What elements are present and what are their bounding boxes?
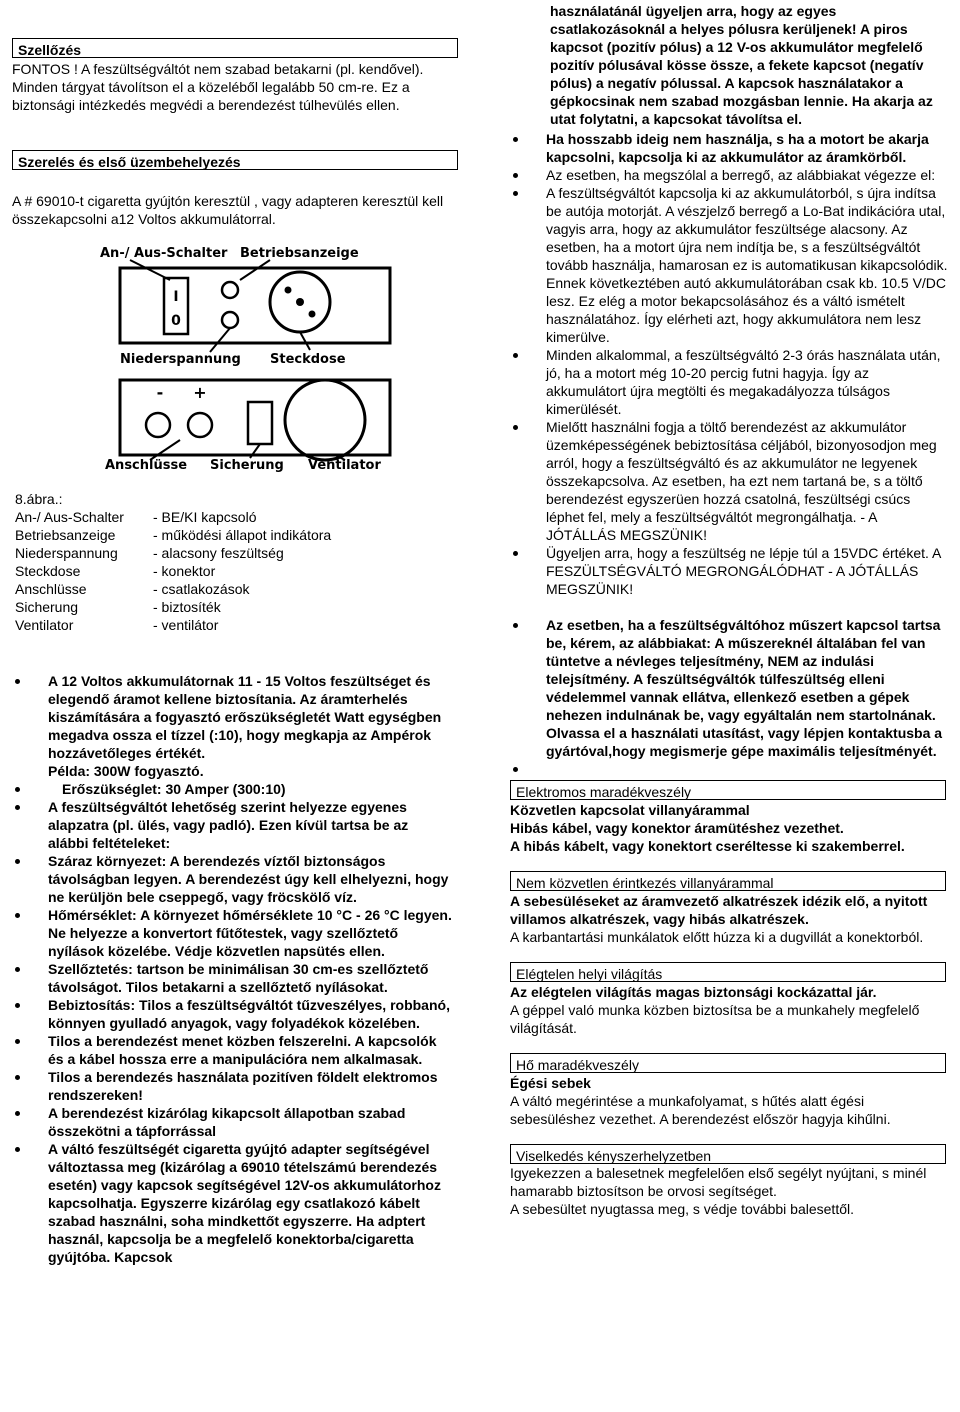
section-heading: Elektromos maradékveszély xyxy=(510,780,946,800)
bullet-item xyxy=(12,906,452,960)
definition-term: An-/ Aus-Schalter xyxy=(15,509,124,525)
definition-term: Ventilator xyxy=(15,617,74,633)
bullet-icon xyxy=(513,353,518,358)
bullet-text: Az esetben, ha a feszültségváltóhoz műszert kapcsol tartsa be, kérem, az alábbiakat: A műszereknél általában fel van tüntetve a névleges teljesítmény, NEM az indulási telejsítmény. A feszültségváltók túlfeszültség elleni védelemmel vannak ellátva, ellenkező esetben a gépek nehezen indulnának be, vagy egyáltalán nem startolnának. Olvassa el a használati utasítást, vagy lépjen kontaktusba a gyártóval,hogy megismerje gépe maximális teljesítményét. xyxy=(546,617,943,759)
bullet-text: Minden alkalommal, a feszültségváltó 2-3 órás használata után, jó, ha a motort még 10-20 percig futni hagyja. Így az akkumulátort újra megtölti és megakadályozza túlságos kimerülését. xyxy=(546,347,941,417)
section-text: A géppel való munka közben biztosítsa be a munkahely megfelelő világítását. xyxy=(510,1002,920,1036)
hazard-section xyxy=(510,1053,950,1128)
bullet-item xyxy=(12,1140,452,1266)
install-heading: Szerelés és első üzembehelyezés xyxy=(12,150,458,170)
bullet-item xyxy=(12,798,452,852)
bullet-icon xyxy=(15,787,20,792)
definition-row xyxy=(15,616,443,634)
label-indicator: Betriebsanzeige xyxy=(240,246,359,261)
definition-term: Steckdose xyxy=(15,563,81,579)
figure-legend xyxy=(3,490,443,634)
hazard-section xyxy=(510,780,950,855)
bullet-item xyxy=(510,346,950,418)
right-bullet-list xyxy=(510,130,950,778)
fuse-icon xyxy=(248,402,272,444)
section-bold-text: Az elégtelen világítás magas biztonsági kockázattal jár. xyxy=(510,984,877,1000)
bullet-icon xyxy=(15,1075,20,1080)
bullet-item xyxy=(12,780,452,798)
definition-term: Niederspannung xyxy=(15,545,118,561)
definition-row xyxy=(15,598,443,616)
hazard-section xyxy=(510,1144,950,1218)
section-bold-text: A sebesüléseket az áramvezető alkatrészek idézik elő, a nyitott villamos alkatrészek, vagy hibás alkatrészek. xyxy=(510,893,928,927)
bullet-item xyxy=(510,418,950,544)
bullet-text: Szellőztetés: tartson be minimálisan 30 cm-es szellőztető távolságot. Tilos betakarni a szellőztető nyílásokat. xyxy=(48,961,429,995)
bullet-text: Erőszükséglet: 30 Amper (300:10) xyxy=(62,781,286,797)
minus-mark: - xyxy=(156,383,164,402)
ventilation-text: FONTOS ! A feszültségváltót nem szabad betakarni (pl. kendővel). Minden tárgyat távolítson el a közeléből legalább 50 cm-re. Ez a biztonsági intézkedés megvédi a berendezést túlhevülés ellen. xyxy=(12,61,424,113)
section-bold-text: Közvetlen kapcsolat villanyárammal Hibás kábel, vagy konektor áramütéshez vezethet. A hibás kábelt, vagy konektort cseréltesse ki szakemberrel. xyxy=(510,802,905,854)
definition-row xyxy=(15,526,443,544)
bullet-icon xyxy=(513,551,518,556)
bullet-item xyxy=(510,130,950,166)
fan-icon xyxy=(285,380,365,460)
bullet-icon xyxy=(15,967,20,972)
bullet-text: Tilos a berendezés használata pozitíven földelt elektromos rendszereken! xyxy=(48,1069,438,1103)
definition-value: - csatlakozások xyxy=(153,581,250,597)
undervoltage-lamp-icon xyxy=(222,312,238,328)
bullet-icon xyxy=(513,173,518,178)
clamp-usage-text: használatánál ügyeljen arra, hogy az egyes csatlakozásoknál a helyes pólusra kerüljenek! A piros kapcsot (pozitív pólus) a 12 V-os akkumulátor megfelelő pozitív pólusával kösse össze, a fekete kapcsot (negatív pólus) a negatív pólussal. A kapcsok használatakor a gépkocsinak nem szabad mozgásban lennie. Ha akarja az utat folytatni, a kapcsokat távolítsa el. xyxy=(550,3,933,127)
bullet-item xyxy=(12,852,452,906)
definition-value: - alacsony feszültség xyxy=(153,545,284,561)
front-panel xyxy=(120,268,390,343)
bullet-text: Ha hosszabb ideig nem használja, s ha a motort be akarja kapcsolni, kapcsolja ki az akkumulátor az áramkörből. xyxy=(546,131,929,165)
bullet-text: A feszültségváltót lehetőség szerint helyezze egyenes alapzatra (pl. ülés, vagy padló). Ezen kívül tartsa be az alábbi feltételeket: xyxy=(48,799,409,851)
minus-terminal-icon xyxy=(146,413,170,437)
section-text: A váltó megérintése a munkafolyamat, s hűtés alatt égési sebesüléshez vezethet. A berendezést először hagyja kihűlni. xyxy=(510,1093,891,1127)
bullet-icon xyxy=(15,1003,20,1008)
definition-row xyxy=(15,508,443,526)
label-socket: Steckdose xyxy=(270,352,346,367)
bullet-text: A váltó feszültségét cigaretta gyújtó adapter segítségével változtassa meg (kizárólag a 69010 tételszámú berendezés esetén) vagy kapcsok segítségével 12V-os akkumulátorhoz kapcsolhatja. Egyszerre kizárólag egy csatlakozó kábelt szabad használni, soha mindkettőt egyszerre. Ha adptert használ, kapcsolja be a megfelelő konektorba/cigaretta gyújtóba. Kapcsok xyxy=(48,1141,441,1265)
bullet-item xyxy=(510,184,950,346)
label-fan: Ventilator xyxy=(308,458,381,473)
section-text: A karbantartási munkálatok előtt húzza ki a dugvillát a konektorból. xyxy=(510,929,924,945)
definition-value: - BE/KI kapcsoló xyxy=(153,509,257,525)
definition-row xyxy=(15,580,443,598)
bullet-text: Hőmérséklet: A környezet hőmérséklete 10 °C - 26 °C legyen. Ne helyezze a konvertort fűtőtestek, vagy szellőztető nyílások közelébe. Védje közvetlen napsütés ellen. xyxy=(48,907,452,959)
bullet-icon xyxy=(513,767,518,772)
right-column xyxy=(510,2,950,1218)
plus-mark: + xyxy=(193,383,207,402)
figure-caption: 8.ábra.: xyxy=(15,491,63,507)
bullet-item xyxy=(12,960,452,996)
figure-definitions xyxy=(15,508,443,634)
bullet-item xyxy=(12,672,452,780)
label-switch: An-/ Aus-Schalter xyxy=(100,246,228,261)
definition-value: - működési állapot indikátora xyxy=(153,527,332,543)
left-bullet-list xyxy=(12,672,452,1266)
definition-value: - ventilátor xyxy=(153,617,219,633)
bullet-icon xyxy=(513,137,518,142)
bullet-item xyxy=(12,996,452,1032)
section-heading: Hő maradékveszély xyxy=(510,1053,946,1073)
bullet-text: Az esetben, ha megszólal a berregő, az alábbiakat végezze el: xyxy=(546,167,936,183)
hazard-sections xyxy=(510,780,950,1218)
definition-term: Anschlüsse xyxy=(15,581,87,597)
bullet-text: A berendezést kizárólag kikapcsolt állapotban szabad összekötni a tápforrással xyxy=(48,1105,406,1139)
definition-row xyxy=(15,562,443,580)
section-heading: Viselkedés kényszerhelyzetben xyxy=(510,1144,946,1164)
inverter-panel-diagram xyxy=(100,240,400,478)
label-fuse: Sicherung xyxy=(210,458,284,473)
bullet-text: Bebiztosítás: Tilos a feszültségváltót tűzveszélyes, robbanó, könnyen gyulladó anyagok, vagy folyadékok közelében. xyxy=(48,997,450,1031)
install-text: A # 69010-t cigaretta gyújtón keresztül , vagy adapteren keresztül kell összekapcsolni a12 Voltos akkumulátorral. xyxy=(12,193,444,227)
section-heading: Nem közvetlen érintkezés villanyárammal xyxy=(510,871,946,891)
section-text: Igyekezzen a balesetnek megfelelően első segélyt nyújtani, s minél hamarabb biztosítson be orvosi segítséget. A sebesültet nyugtassa meg, s védje további balesettől. xyxy=(510,1165,927,1217)
ventilation-heading: Szellőzés xyxy=(12,38,458,58)
bullet-icon xyxy=(15,1111,20,1116)
bullet-icon xyxy=(15,913,20,918)
bullet-icon xyxy=(15,679,20,684)
bullet-text: Tilos a berendezést menet közben felszerelni. A kapcsolók és a kábel hossza erre a manipulációra nem alkalmasak. xyxy=(48,1033,437,1067)
bullet-item xyxy=(510,544,950,598)
bullet-icon xyxy=(15,859,20,864)
bullet-item xyxy=(12,1104,452,1140)
definition-term: Betriebsanzeige xyxy=(15,527,116,543)
definition-row xyxy=(15,544,443,562)
bullet-icon xyxy=(15,1147,20,1152)
hazard-section xyxy=(510,962,950,1037)
bullet-text: A feszültségváltót kapcsolja ki az akkumulátorból, s újra indítsa be autója motorját. A vészjelző berregő a Lo-Bat indikációra utal, vagyis arra, hogy az akkumulátor feszültsége alacsony. Az esetben, ha a motort újra nem indítja be, s a feszültségváltót tovább használja, hamarosan ez is automatikusan kikapcsolódik. Ennek következtében autó akkumulátorában csak kb. 10.5 V/DC lesz. Ez elég a motor bekapcsolásához és a váltó ismételt használatához. Így elérheti azt, hogy akkumulátora nem lesz kimerülve. xyxy=(546,185,948,345)
bullet-icon xyxy=(15,1039,20,1044)
bullet-icon xyxy=(513,623,518,628)
switch-on-mark: I xyxy=(173,289,179,305)
indicator-lamp-icon xyxy=(222,282,238,298)
switch-off-mark: 0 xyxy=(171,313,181,329)
bullet-icon xyxy=(513,191,518,196)
label-connections: Anschlüsse xyxy=(105,458,188,473)
bullet-text: A 12 Voltos akkumulátornak 11 - 15 Voltos feszültséget és elegendő áramot kellene biztosítania. Az áramterhelés kiszámítására a fogyasztó erőszükségletét Watt egységben megadva ossza el tízzel (:10), hogy megkapja az Ampérok hozzávetőleges értékét. Példa: 300W fogyasztó. xyxy=(48,673,442,779)
definition-value: - biztosíték xyxy=(153,599,221,615)
section-heading: Elégtelen helyi világítás xyxy=(510,962,946,982)
bullet-item xyxy=(12,1068,452,1104)
bullet-text: Ügyeljen arra, hogy a feszültség ne lépje túl a 15VDC értéket. A FESZÜLTSÉGVÁLTÓ MEGRONGÁLÓDHAT - A JÓTÁLLÁS MEGSZÜNIK! xyxy=(546,545,941,597)
label-undervoltage: Niederspannung xyxy=(120,352,241,367)
definition-term: Sicherung xyxy=(15,599,79,615)
hazard-section xyxy=(510,871,950,946)
section-bold-text: Égési sebek xyxy=(510,1075,591,1091)
bullet-text: Mielőtt használni fogja a töltő berendezést az akkumulátor üzemképességének bebiztosítása céljából, bizonyosodjon meg arról, hogy a feszültségváltó és az akkumulátor ne legyenek összekapcsolva. Az esetben, ha ezt nem tartaná be, s a töltő berendezést egyszerüen hozzá csatolná, feszültségi csúcs léphet fel, mely a feszültségváltót megrongálhatja. - A JÓTÁLLÁS MEGSZÜNIK! xyxy=(546,419,937,543)
plus-terminal-icon xyxy=(188,413,212,437)
bullet-item xyxy=(510,616,950,760)
bullet-item xyxy=(510,760,950,778)
definition-value: - konektor xyxy=(153,563,216,579)
bullet-item xyxy=(12,1032,452,1068)
bullet-icon xyxy=(15,805,20,810)
bullet-icon xyxy=(513,425,518,430)
bullet-text: Száraz környezet: A berendezés víztől biztonságos távolságban legyen. A berendezést úgy kell elhelyezni, hogy ne kerüljön bele cseppegő, vagy fröcskölő víz. xyxy=(48,853,449,905)
bullet-item xyxy=(510,166,950,184)
